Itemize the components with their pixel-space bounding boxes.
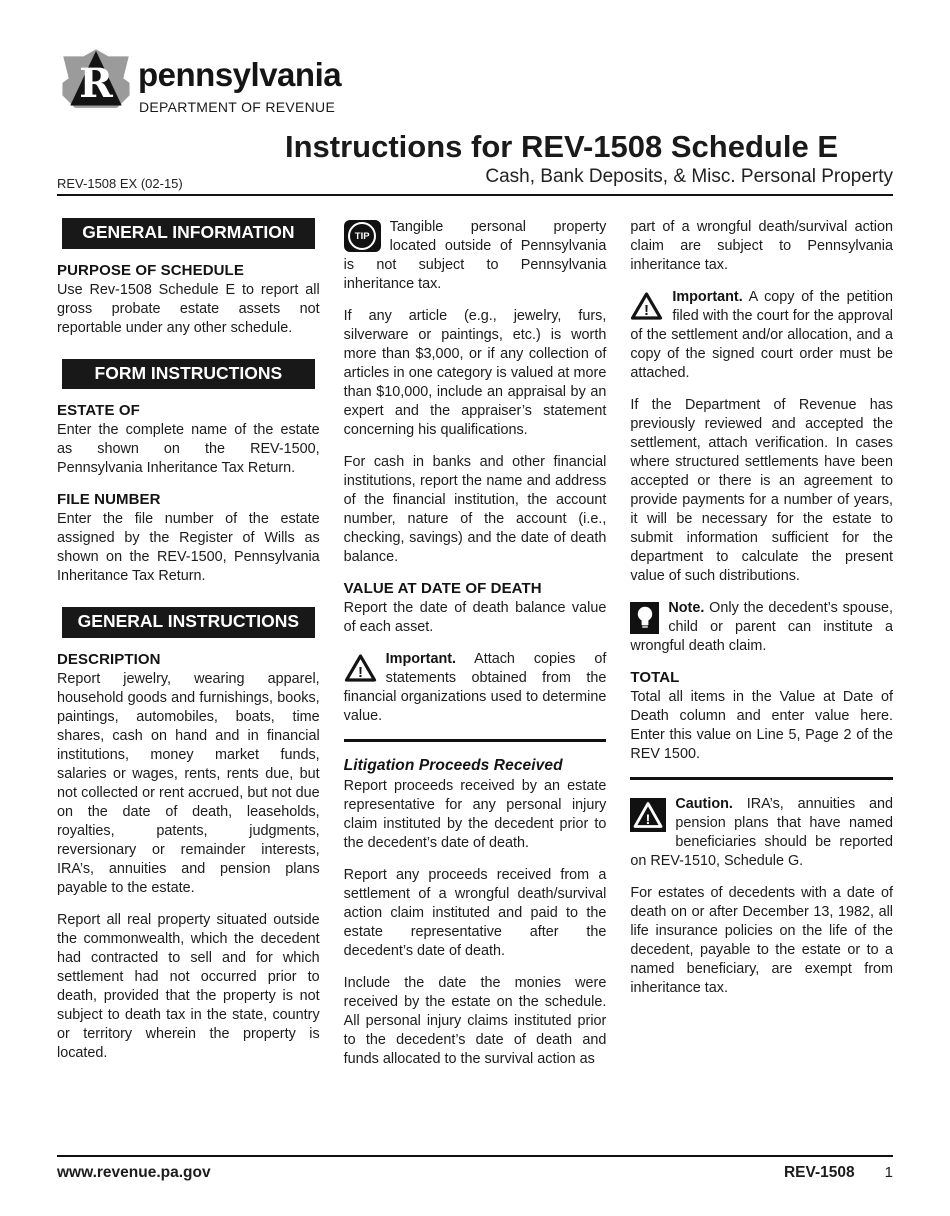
- estate-of-text: Enter the complete name of the estate as shown on the REV-1500, Pennsylvania Inheritance Tax Return.: [57, 422, 320, 476]
- section-header-general-information: GENERAL INFORMATION: [62, 218, 315, 249]
- column-1: [57, 218, 320, 1082]
- note-label: Note.: [668, 600, 705, 616]
- important-paragraph-petition: [630, 288, 893, 383]
- svg-text:!: !: [646, 811, 651, 827]
- caution-text: IRA’s, annuities and pension plans that have named beneficiaries should be reported on REV-1510, Schedule G.: [630, 796, 894, 869]
- value-text: Report the date of death balance value of each asset.: [343, 600, 607, 635]
- heading-purpose-of-schedule: PURPOSE OF SCHEDULE: [57, 261, 244, 279]
- pa-keystone-logo-icon: [57, 46, 135, 126]
- purpose-text: Use Rev-1508 Schedule E to report all gross probate estate assets not reportable under any other schedule.: [57, 281, 320, 336]
- litigation-text-3: Include the date the monies were received by the estate on the schedule. All personal injury claims instituted prior to the decedent’s date of death and funds allocated to the survival action as: [343, 975, 607, 1067]
- page-footer: [57, 1155, 893, 1182]
- content-columns: [57, 218, 893, 1082]
- svg-text:R: R: [79, 58, 113, 107]
- header-divider: [57, 194, 893, 196]
- warning-triangle-icon: [344, 653, 377, 683]
- important-text: A copy of the petition filed with the court for the approval of the settlement and/or allocation, and a copy of the signed court order must be attached.: [630, 289, 894, 381]
- form-code: REV-1508 EX (02-15): [57, 176, 183, 191]
- file-number-text: Enter the file number of the estate assigned by the Register of Wills as shown on the REV-1500, Pennsylvania Inheritance Tax Return.: [57, 511, 320, 584]
- heading-file-number: FILE NUMBER: [57, 491, 161, 508]
- appraisal-text: If any article (e.g., jewelry, furs, silverware or paintings, etc.) is worth more than $3,000, or if any collection of articles in one category is valued at more than $10,000, include an appraisal by an expert and the appraiser’s statement concerning his qualifications.: [343, 308, 607, 438]
- caution-icon: [630, 798, 666, 832]
- important-label: Important.: [385, 651, 457, 667]
- footer-form-number: REV-1508: [783, 1164, 855, 1181]
- brand-department: DEPARTMENT OF REVENUE: [139, 99, 336, 115]
- heading-total: TOTAL: [630, 669, 680, 686]
- column-2: [344, 218, 607, 1082]
- important-label: Important.: [672, 289, 743, 305]
- svg-text:!: !: [357, 664, 363, 681]
- lightbulb-note-icon: [630, 602, 659, 634]
- page-header: [0, 0, 950, 196]
- important-paragraph-statements: [344, 650, 607, 726]
- footer-page-number: 1: [884, 1164, 893, 1181]
- cash-in-banks-text: For cash in banks and other financial institutions, report the name and address of the financial institution, the account number, nature of the account (i.e., checking, savings) and the date of death balance.: [343, 454, 607, 565]
- column-3: [630, 218, 893, 1082]
- heading-estate-of: ESTATE OF: [57, 402, 140, 419]
- note-paragraph: [630, 599, 893, 656]
- section-header-form-instructions: FORM INSTRUCTIONS: [62, 359, 315, 390]
- settlement-text: If the Department of Revenue has previously reviewed and accepted the settlement, attach verification. In cases where structured settlements have been accepted or there is an agreement to provide payments for a number of years, it will be necessary for the estate to submit information sufficient for the department to calculate the present value of such distributions.: [630, 397, 894, 584]
- footer-website: www.revenue.pa.gov: [57, 1164, 211, 1181]
- note-text: Only the decedent’s spouse, child or parent can institute a wrongful death claim.: [630, 600, 894, 654]
- tip-text: Tangible personal property located outside of Pennsylvania is not subject to Pennsylvania inheritance tax.: [343, 219, 607, 292]
- caution-label: Caution.: [675, 796, 733, 812]
- section-header-general-instructions: GENERAL INSTRUCTIONS: [62, 607, 315, 638]
- page-title: Instructions for REV-1508 Schedule E: [285, 129, 838, 164]
- tip-paragraph: [344, 218, 607, 294]
- heading-description: DESCRIPTION: [57, 650, 161, 668]
- total-text: Total all items in the Value at Date of Death column and enter value here. Enter this value on Line 5, Page 2 of the REV 1500.: [630, 689, 894, 762]
- column-divider: [630, 777, 893, 780]
- tip-icon: TIP: [344, 220, 381, 252]
- brand-name: pennsylvania: [138, 56, 342, 93]
- heading-value-at-date-of-death: VALUE AT DATE OF DEATH: [343, 580, 542, 597]
- description-text-2: Report all real property situated outside the commonwealth, which the decedent had contracted to sell and for which settlement had not occurred prior to death, provided that the property is not subject to death tax in the state, country or territory wherein the property is located.: [57, 911, 320, 1061]
- important-text: Attach copies of statements obtained from the financial organizations used to determine value.: [343, 651, 607, 724]
- page-subtitle: Cash, Bank Deposits, & Misc. Personal Property: [485, 166, 893, 187]
- column-divider: [344, 739, 607, 742]
- life-insurance-text: For estates of decedents with a date of death on or after December 13, 1982, all life insurance policies on the life of the decedent, payable to the estate or to a named beneficiary, are exempt from inheritance tax.: [630, 885, 894, 996]
- heading-litigation-proceeds: Litigation Proceeds Received: [343, 757, 563, 774]
- litigation-text-1: Report proceeds received by an estate representative for any personal injury claim instituted by the decedent prior to the decedent’s date of death.: [343, 778, 607, 851]
- litigation-text-2: Report any proceeds received from a settlement of a wrongful death/survival action claim instituted and paid to the estate representative after the decedent’s date of death.: [343, 867, 607, 959]
- caution-paragraph: [630, 795, 893, 871]
- warning-triangle-icon: [630, 291, 663, 321]
- description-text: Report jewelry, wearing apparel, household goods and furnishings, books, paintings, automobiles, boats, time shares, cash on hand and in financial institutions, money market funds, salaries or wages, rents, rents due, but not collected or rent accrued, but not due on the date of death, leaseholds, royalties, patents, judgments, reversionary or remainder interests, IRA’s, annuities and pension plans payable to the estate.: [57, 670, 320, 896]
- continuation-text: part of a wrongful death/survival action claim are subject to Pennsylvania inheritance tax.: [630, 219, 894, 273]
- svg-text:!: !: [644, 302, 650, 319]
